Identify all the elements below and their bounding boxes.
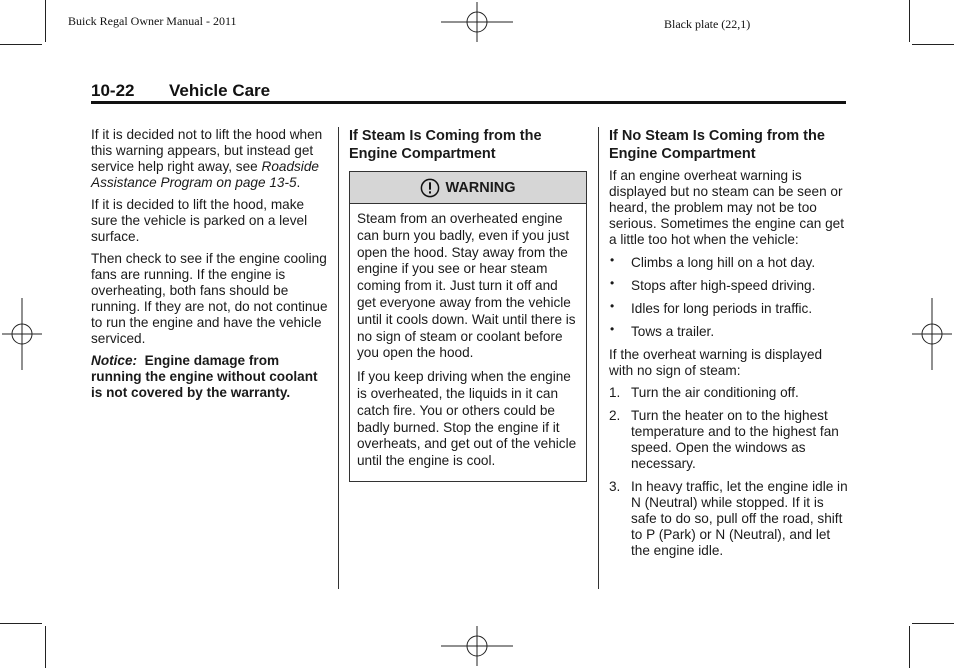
registration-mark-bottom-icon [441,626,513,666]
registration-mark-left-icon [2,298,42,370]
registration-mark-right-icon [912,298,952,370]
warning-icon [420,178,440,198]
intro-paragraph: If an engine overheat warning is displayed but no steam can be seen or heard, the problem may not be too serious. Sometimes the engine can get a little too hot when the vehicle: [609,168,845,247]
section-name: Vehicle Care [169,81,271,100]
crop-mark-top-left-v [45,0,46,42]
cross-reference-link[interactable]: Roadside Assistance Program on page 13-5 [91,159,319,190]
notice-text: Engine damage from running the engine without coolant is not covered by the warranty. [91,353,318,400]
steps-list [609,385,849,559]
warning-label: WARNING [445,179,516,196]
list-item: • Climbs a long hill on a hot day. [610,253,816,270]
crop-mark-top-right-v [909,0,910,42]
list-item: • Idles for long periods in traffic. [610,299,813,316]
column-1 [91,127,331,407]
mid-paragraph: If the overheat warning is displayed with no sign of steam: [609,347,823,378]
list-item: • Stops after high-speed driving. [610,276,816,293]
registration-mark-top-icon [441,2,513,42]
paragraph-lift-hood: If it is decided to lift the hood, make sure the vehicle is parked on a level surface. [91,197,308,244]
section-number: 10-22 [91,81,135,100]
warning-box [349,171,587,482]
no-steam-heading: If No Steam Is Coming from the Engine Compartment [609,128,825,162]
list-item: 2. Turn the heater on to the highest temperature and to the highest fan speed. Open the windows as necessary. [609,408,839,471]
warning-body [350,204,586,481]
warning-paragraph-1: Steam from an overheated engine can burn you badly, even if you just open the hood. Stay away from the engine if you see or hear steam coming from it. Just turn it off and get everyone away from the vehicle until it cools down. Wait until there is no sign of steam or coolant before you open the hood. [357,211,576,361]
conditions-list [609,255,849,340]
paragraph-no-lift: If it is decided not to lift the hood when this warning appears, but instead get service help right away, see Roadside Assistance Program on page 13-5. [91,127,323,190]
title-rule [91,101,846,104]
crop-mark-top-left-h [0,44,42,45]
section-title [91,81,846,101]
warning-paragraph-2: If you keep driving when the engine is overheated, the liquids in it can catch fire. You or others could be badly burned. Stop the engine if it overheats, and get out of the vehicle until the engine is cool. [357,369,577,469]
crop-mark-bottom-right-v [909,626,910,668]
list-item: • Tows a trailer. [610,322,715,339]
column-divider-1 [338,127,339,589]
paragraph-check-fans: Then check to see if the engine cooling fans are running. If the engine is overheating, both fans should be running. If they are not, do not continue to run the engine and have the vehicle serviced. [91,251,328,346]
list-item: 1. Turn the air conditioning off. [609,385,799,400]
running-header-left: Buick Regal Owner Manual - 2011 [68,14,237,28]
crop-mark-bottom-left-h [0,623,42,624]
column-2 [349,127,587,482]
warning-header [350,172,586,204]
crop-mark-bottom-left-v [45,626,46,668]
column-3 [609,127,849,566]
notice-label: Notice: [91,353,138,368]
column-divider-2 [598,127,599,589]
crop-mark-top-right-h [912,44,954,45]
steam-heading: If Steam Is Coming from the Engine Compartment [349,128,542,162]
running-header-right: Black plate (22,1) [664,17,751,31]
list-item: 3. In heavy traffic, let the engine idle in N (Neutral) while stopped. If it is safe to do so, pull off the road, shift to P (Park) or N (Neutral), and let the engine idle. [609,479,848,558]
notice-paragraph [91,353,331,401]
crop-mark-bottom-right-h [912,623,954,624]
